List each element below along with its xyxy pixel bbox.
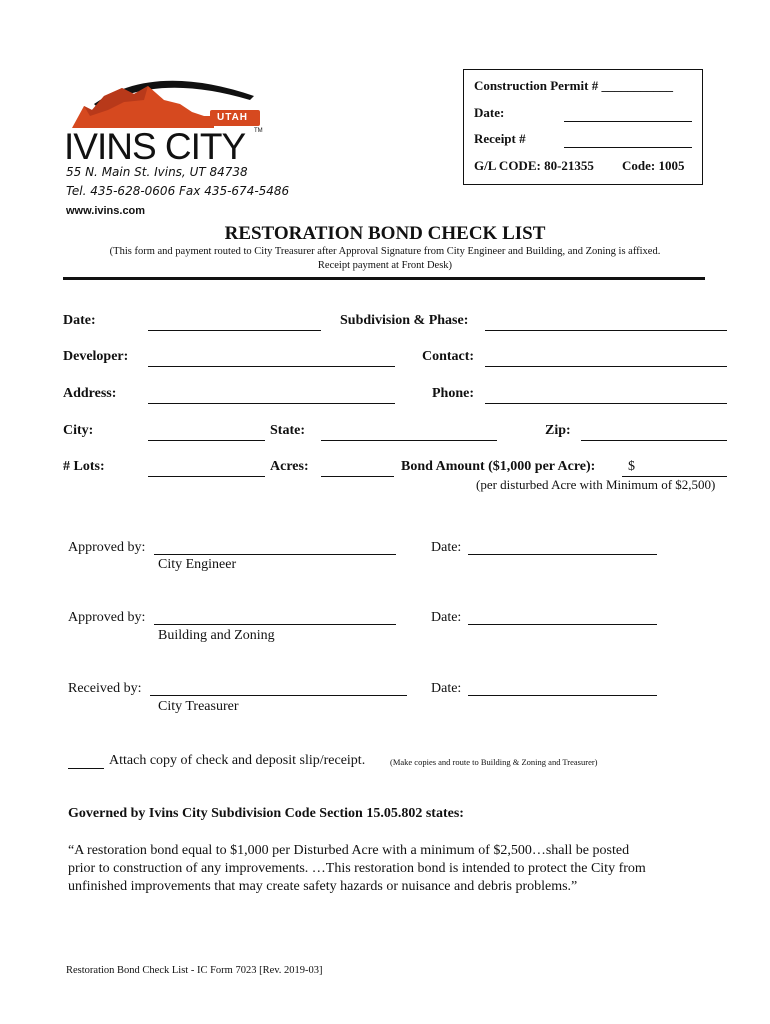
permit-info-box: [463, 69, 703, 185]
header-divider: [63, 277, 705, 280]
page-title: RESTORATION BOND CHECK LIST: [224, 223, 546, 244]
lots-label: # Lots:: [63, 459, 105, 474]
city-field[interactable]: [148, 440, 265, 441]
zip-label: Zip:: [545, 423, 571, 438]
attach-note: (Make copies and route to Building & Zoning and Treasurer): [390, 757, 598, 767]
state-label: State:: [270, 423, 305, 438]
zoning-date-label: Date:: [431, 610, 462, 625]
dollar-sign: $: [628, 459, 635, 474]
construction-permit-label: Construction Permit # ___________: [474, 78, 673, 93]
date-label: Date:: [63, 313, 96, 328]
treasurer-signature-line[interactable]: [150, 695, 407, 696]
gl-code: G/L CODE: 80-21355: [474, 158, 594, 173]
received-by-label: Received by:: [68, 681, 142, 696]
zoning-signature-line[interactable]: [154, 624, 396, 625]
developer-field[interactable]: [148, 366, 395, 367]
bond-minimum-note: (per disturbed Acre with Minimum of $2,500): [476, 477, 716, 492]
lots-field[interactable]: [148, 476, 265, 477]
engineer-role: City Engineer: [158, 557, 237, 572]
treasurer-date-label: Date:: [431, 681, 462, 696]
logo-website: www.ivins.com: [66, 205, 146, 217]
routing-note: (This form and payment routed to City Treasurer after Approval Signature from City Engineer and Building, and Zoning is affixed.: [109, 246, 661, 257]
state-field[interactable]: [321, 440, 497, 441]
treasurer-date-line[interactable]: [468, 695, 657, 696]
city-label: City:: [63, 423, 94, 438]
developer-label: Developer:: [63, 349, 129, 364]
zip-field[interactable]: [581, 440, 727, 441]
date-field[interactable]: [148, 330, 321, 331]
governance-heading: Governed by Ivins City Subdivision Code Section 15.05.802 states:: [68, 806, 464, 821]
code-value: Code: 1005: [622, 158, 685, 173]
receipt-note: Receipt payment at Front Desk): [317, 260, 453, 271]
receipt-label: Receipt #: [474, 131, 526, 146]
zoning-date-line[interactable]: [468, 624, 657, 625]
engineer-signature-line[interactable]: [154, 554, 396, 555]
acres-label: Acres:: [270, 459, 309, 474]
contact-label: Contact:: [422, 349, 475, 364]
form-footer: Restoration Bond Check List - IC Form 7023 [Rev. 2019-03]: [66, 965, 323, 976]
phone-label: Phone:: [432, 386, 474, 401]
info-date-label: Date:: [474, 105, 505, 120]
logo-address: 55 N. Main St. Ivins, UT 84738: [66, 165, 248, 179]
address-field[interactable]: [148, 403, 395, 404]
treasurer-role: City Treasurer: [158, 699, 239, 714]
engineer-date-label: Date:: [431, 540, 462, 555]
receipt-line[interactable]: [564, 147, 692, 148]
logo-city-name: IVINS CITY: [64, 126, 246, 167]
contact-field[interactable]: [485, 366, 727, 367]
approved-by-label: Approved by:: [68, 610, 146, 625]
bond-amount-label: Bond Amount ($1,000 per Acre):: [401, 459, 596, 474]
governance-quote-line-1: “A restoration bond equal to $1,000 per Disturbed Acre with a minimum of $2,500…shall be posted: [68, 843, 630, 858]
logo-trademark: TM: [254, 128, 263, 134]
subdivision-label: Subdivision & Phase:: [340, 313, 469, 328]
logo-phone: Tel. 435-628-0606 Fax 435-674-5486: [66, 184, 290, 198]
attach-checkbox-line[interactable]: [68, 768, 104, 769]
governance-quote-line-3: unfinished improvements that may create safety hazards or nuisance and debris problems.”: [68, 879, 578, 894]
logo-state-label: UTAH: [217, 112, 249, 123]
zoning-role: Building and Zoning: [158, 628, 275, 643]
governance-quote-line-2: prior to construction of any improvements. …This restoration bond is intended to protect the City from: [68, 861, 646, 876]
engineer-date-line[interactable]: [468, 554, 657, 555]
address-label: Address:: [63, 386, 117, 401]
acres-field[interactable]: [321, 476, 394, 477]
subdivision-field[interactable]: [485, 330, 727, 331]
approved-by-label: Approved by:: [68, 540, 146, 555]
phone-field[interactable]: [485, 403, 727, 404]
info-date-line[interactable]: [564, 121, 692, 122]
attach-instruction: Attach copy of check and deposit slip/receipt.: [109, 753, 366, 768]
